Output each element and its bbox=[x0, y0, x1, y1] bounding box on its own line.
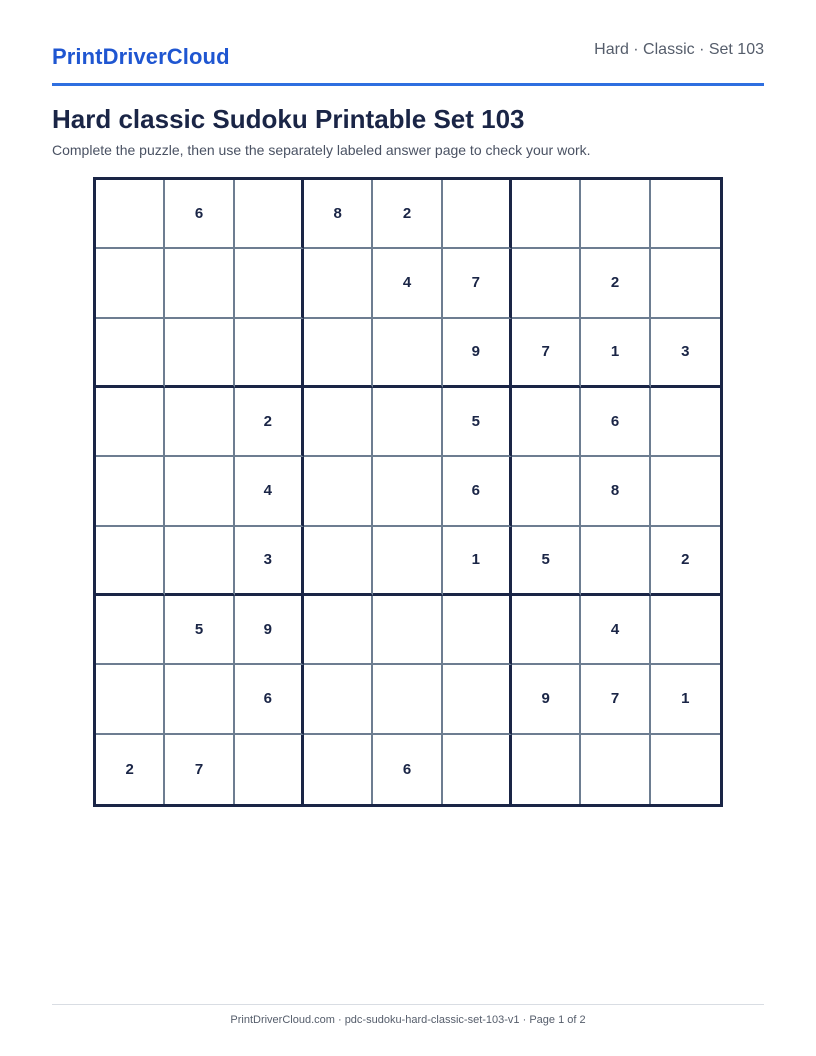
sudoku-cell-r5-c3: 4 bbox=[235, 457, 304, 526]
sudoku-cell-r7-c1 bbox=[96, 596, 165, 665]
sudoku-cell-r4-c7 bbox=[512, 388, 581, 457]
sudoku-cell-r8-c9: 1 bbox=[651, 665, 720, 734]
sudoku-cell-r9-c2: 7 bbox=[165, 735, 234, 804]
sudoku-cell-r6-c6: 1 bbox=[443, 527, 512, 596]
sudoku-cell-r5-c2 bbox=[165, 457, 234, 526]
sudoku-cell-r8-c4 bbox=[304, 665, 373, 734]
sudoku-cell-r3-c1 bbox=[96, 319, 165, 388]
sudoku-cell-r3-c2 bbox=[165, 319, 234, 388]
sudoku-cell-r4-c9 bbox=[651, 388, 720, 457]
sudoku-cell-r8-c1 bbox=[96, 665, 165, 734]
sudoku-cell-r6-c9: 2 bbox=[651, 527, 720, 596]
sudoku-cell-r3-c6: 9 bbox=[443, 319, 512, 388]
sudoku-cell-r5-c4 bbox=[304, 457, 373, 526]
sudoku-cell-r4-c3: 2 bbox=[235, 388, 304, 457]
sudoku-cell-r9-c7 bbox=[512, 735, 581, 804]
puzzle-meta: Hard · Classic · Set 103 bbox=[594, 41, 764, 58]
sudoku-cell-r7-c3: 9 bbox=[235, 596, 304, 665]
sudoku-cell-r5-c1 bbox=[96, 457, 165, 526]
sudoku-cell-r6-c3: 3 bbox=[235, 527, 304, 596]
sudoku-cell-r4-c5 bbox=[373, 388, 442, 457]
sudoku-cell-r3-c8: 1 bbox=[581, 319, 650, 388]
sudoku-cell-r8-c2 bbox=[165, 665, 234, 734]
sudoku-cell-r9-c8 bbox=[581, 735, 650, 804]
page-footer: PrintDriverCloud.com · pdc-sudoku-hard-classic-set-103-v1 · Page 1 of 2 bbox=[230, 1014, 586, 1026]
sudoku-cell-r6-c8 bbox=[581, 527, 650, 596]
sudoku-cell-r7-c4 bbox=[304, 596, 373, 665]
sudoku-cell-r9-c4 bbox=[304, 735, 373, 804]
sudoku-cell-r3-c4 bbox=[304, 319, 373, 388]
sudoku-cell-r6-c4 bbox=[304, 527, 373, 596]
sudoku-cell-r4-c1 bbox=[96, 388, 165, 457]
sudoku-cell-r1-c9 bbox=[651, 180, 720, 249]
sudoku-cell-r3-c7: 7 bbox=[512, 319, 581, 388]
page-header bbox=[52, 0, 764, 86]
sudoku-cell-r6-c7: 5 bbox=[512, 527, 581, 596]
sudoku-grid bbox=[93, 177, 723, 807]
footer-divider bbox=[52, 1004, 764, 1005]
sudoku-cell-r8-c7: 9 bbox=[512, 665, 581, 734]
sudoku-cell-r2-c1 bbox=[96, 249, 165, 318]
sudoku-cell-r3-c5 bbox=[373, 319, 442, 388]
sudoku-cell-r1-c3 bbox=[235, 180, 304, 249]
sudoku-cell-r8-c3: 6 bbox=[235, 665, 304, 734]
sudoku-cell-r2-c9 bbox=[651, 249, 720, 318]
sudoku-cell-r1-c6 bbox=[443, 180, 512, 249]
sudoku-cell-r8-c6 bbox=[443, 665, 512, 734]
sudoku-cell-r3-c3 bbox=[235, 319, 304, 388]
sudoku-cell-r3-c9: 3 bbox=[651, 319, 720, 388]
sudoku-cell-r5-c9 bbox=[651, 457, 720, 526]
sudoku-cell-r9-c5: 6 bbox=[373, 735, 442, 804]
sudoku-cell-r5-c7 bbox=[512, 457, 581, 526]
sudoku-cell-r9-c3 bbox=[235, 735, 304, 804]
sudoku-cell-r9-c6 bbox=[443, 735, 512, 804]
sudoku-cell-r4-c4 bbox=[304, 388, 373, 457]
sudoku-cell-r1-c5: 2 bbox=[373, 180, 442, 249]
sudoku-cell-r5-c8: 8 bbox=[581, 457, 650, 526]
sudoku-cell-r1-c7 bbox=[512, 180, 581, 249]
sudoku-cell-r5-c5 bbox=[373, 457, 442, 526]
sudoku-cell-r1-c8 bbox=[581, 180, 650, 249]
sudoku-cell-r6-c2 bbox=[165, 527, 234, 596]
sudoku-cell-r9-c9 bbox=[651, 735, 720, 804]
sudoku-cell-r4-c2 bbox=[165, 388, 234, 457]
sudoku-cell-r7-c5 bbox=[373, 596, 442, 665]
sudoku-cell-r2-c2 bbox=[165, 249, 234, 318]
sudoku-cell-r2-c5: 4 bbox=[373, 249, 442, 318]
sudoku-cell-r2-c6: 7 bbox=[443, 249, 512, 318]
sudoku-cell-r4-c8: 6 bbox=[581, 388, 650, 457]
sudoku-cell-r2-c4 bbox=[304, 249, 373, 318]
sudoku-cell-r1-c4: 8 bbox=[304, 180, 373, 249]
sudoku-cell-r7-c7 bbox=[512, 596, 581, 665]
sudoku-cell-r2-c3 bbox=[235, 249, 304, 318]
sudoku-cell-r4-c6: 5 bbox=[443, 388, 512, 457]
sudoku-cell-r1-c2: 6 bbox=[165, 180, 234, 249]
sudoku-cell-r7-c6 bbox=[443, 596, 512, 665]
sudoku-cell-r7-c8: 4 bbox=[581, 596, 650, 665]
sudoku-cell-r9-c1: 2 bbox=[96, 735, 165, 804]
page-title: Hard classic Sudoku Printable Set 103 bbox=[52, 104, 525, 134]
sudoku-cell-r1-c1 bbox=[96, 180, 165, 249]
sudoku-cell-r7-c2: 5 bbox=[165, 596, 234, 665]
brand-logo-text: PrintDriverCloud bbox=[52, 44, 230, 69]
sudoku-cell-r7-c9 bbox=[651, 596, 720, 665]
sudoku-cell-r6-c5 bbox=[373, 527, 442, 596]
sudoku-cell-r8-c5 bbox=[373, 665, 442, 734]
sudoku-cell-r5-c6: 6 bbox=[443, 457, 512, 526]
page-subtitle: Complete the puzzle, then use the separately labeled answer page to check your work. bbox=[52, 142, 591, 158]
sudoku-cell-r8-c8: 7 bbox=[581, 665, 650, 734]
sudoku-cell-r6-c1 bbox=[96, 527, 165, 596]
sudoku-cell-r2-c7 bbox=[512, 249, 581, 318]
sudoku-cell-r2-c8: 2 bbox=[581, 249, 650, 318]
